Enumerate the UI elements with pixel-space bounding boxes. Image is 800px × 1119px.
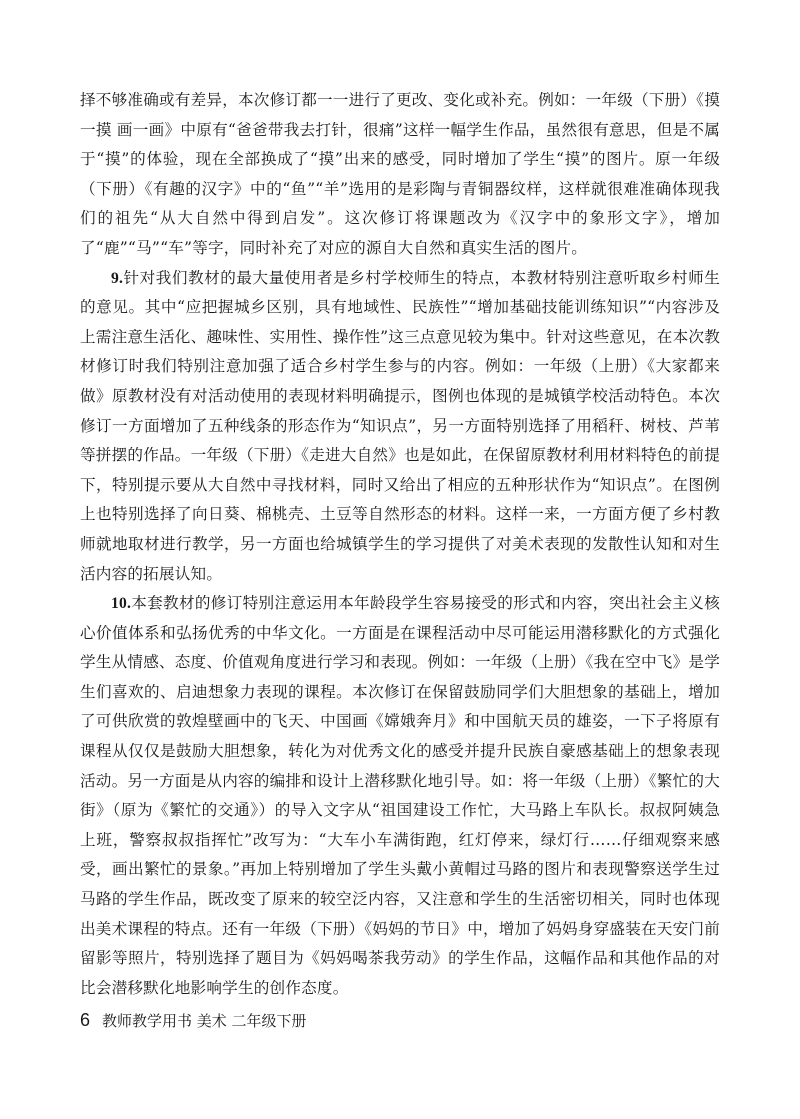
paragraph-10 bbox=[80, 589, 720, 1003]
paragraph-text: 本套教材的修订特别注意运用本年龄段学生容易接受的形式和内容，突出社会主义核心价值体系和弘扬优秀的中华文化。一方面是在课程活动中尽可能运用潜移默化的方式强化学生从情感、态度、价值观角度进行学习和表现。例如：一年级（上册）《我在空中飞》是学生们喜欢的、启迪想象力表现的课程。本次修订在保留鼓励同学们大胆想象的基础上，增加了可供欣赏的敦煌壁画中的飞天、中国画《嫦娥奔月》和中国航天员的雄姿，一下子将原有课程从仅仅是鼓励大胆想象，转化为对优秀文化的感受并提升民族自豪感基础上的想象表现活动。另一方面是从内容的编排和设计上潜移默化地引导。如：将一年级（上册）《繁忙的大街》（原为《繁忙的交通》）的导入文字从“祖国建设工作忙，大马路上车队长。叔叔阿姨急上班，警察叔叔指挥忙”改写为：“大车小车满街跑，红灯停来，绿灯行……仔细观察来感受，画出繁忙的景象。”再加上特别增加了学生头戴小黄帽过马路的图片和表现警察送学生过马路的学生作品，既改变了原来的较空泛内容，又注意和学生的生活密切相关，同时也体现出美术课程的特点。还有一年级（下册）《妈妈的节日》中，增加了妈妈身穿盛装在天安门前留影等照片，特别选择了题目为《妈妈喝茶我劳动》的学生作品，这幅作品和其他作品的对比会潜移默化地影响学生的创作态度。 bbox=[80, 594, 720, 997]
paragraph-9 bbox=[80, 264, 720, 590]
paragraph-text: 择不够准确或有差异，本次修订都一一进行了更改、变化或补充。例如：一年级（下册）《摸一摸 画一画》中原有“爸爸带我去打针，很痛”这样一幅学生作品，虽然很有意思，但是不属于“摸”的体验，现在全部换成了“摸”出来的感受，同时增加了学生“摸”的图片。原一年级（下册）《有趣的汉字》中的“鱼”“羊”选用的是彩陶与青铜器纹样，这样就很难准确体现我们的祖先“从大自然中得到启发”。这次修订将课题改为《汉字中的象形文字》，增加了“鹿”“马”“车”等字，同时补充了对应的源自大自然和真实生活的图片。 bbox=[80, 91, 720, 257]
document-body bbox=[80, 86, 720, 1003]
page-footer bbox=[80, 1010, 307, 1031]
book-title: 教师教学用书 美术 二年级下册 bbox=[102, 1012, 307, 1030]
paragraph-number: 10. bbox=[111, 595, 132, 613]
paragraph-text: 针对我们教材的最大量使用者是乡村学校师生的特点，本教材特别注意听取乡村师生的意见。其中“应把握城乡区别，具有地域性、民族性”“增加基础技能训练知识”“内容涉及上需注意生活化、趣味性、实用性、操作性”这三点意见较为集中。针对这些意见，在本次教材修订时我们特别注意加强了适合乡村学生参与的内容。例如：一年级（上册）《大家都来做》原教材没有对活动使用的表现材料明确提示，图例也体现的是城镇学校活动特色。本次修订一方面增加了五种线条的形态作为“知识点”，另一方面特别选择了用稻秆、树枝、芦苇等拼摆的作品。一年级（下册）《走进大自然》也是如此，在保留原教材利用材料特色的前提下，特别提示要从大自然中寻找材料，同时又给出了相应的五种形状作为“知识点”。在图例上也特别选择了向日葵、棉桃壳、土豆等自然形态的材料。这样一来，一方面方便了乡村教师就地取材进行教学，另一方面也给城镇学生的学习提供了对美术表现的发散性认知和对生活内容的拓展认知。 bbox=[80, 268, 720, 583]
page-number: 6 bbox=[80, 1010, 91, 1030]
paragraph-number: 9. bbox=[111, 269, 124, 287]
paragraph-continued bbox=[80, 86, 720, 264]
